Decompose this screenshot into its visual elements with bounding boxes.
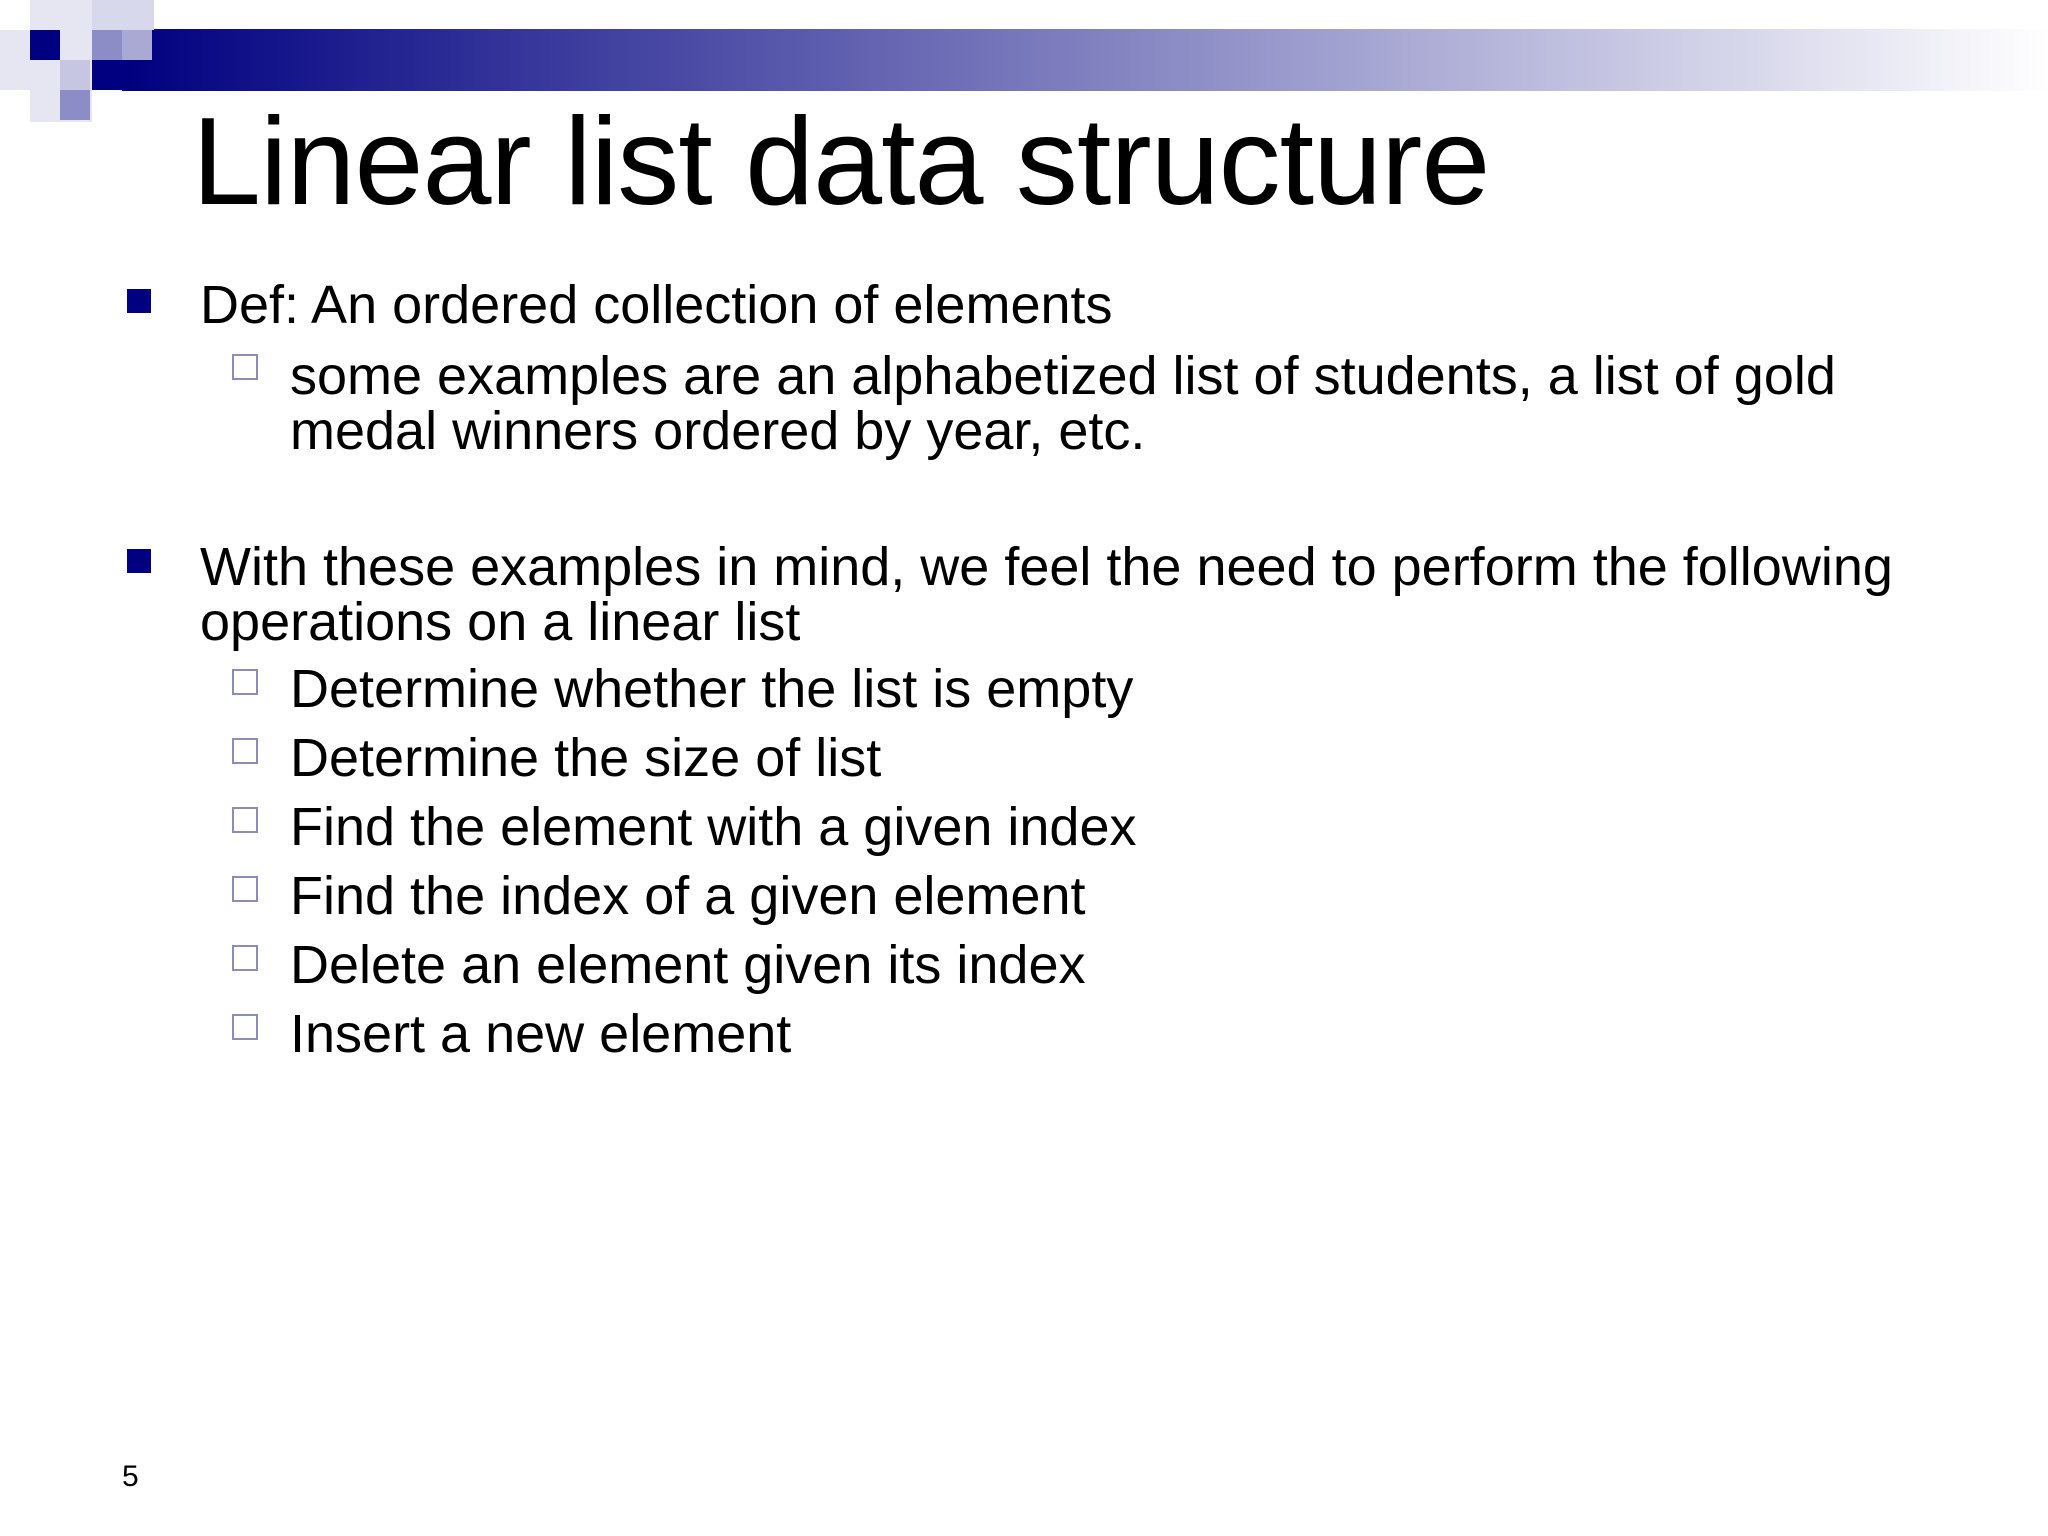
slide-title: Linear list data structure	[192, 93, 1490, 231]
hollow-square-bullet-icon	[232, 354, 258, 380]
sub-bullet-text: Find the index of a given element	[290, 866, 1086, 926]
bullet-text: Def: An ordered collection of elements	[200, 275, 1113, 335]
hollow-square-bullet-icon	[232, 669, 258, 695]
filled-square-bullet-icon	[127, 289, 151, 313]
sub-bullet-text: Insert a new element	[290, 1004, 792, 1064]
sub-bullet-text: Delete an element given its index	[290, 935, 1086, 995]
hollow-square-bullet-icon	[232, 945, 258, 971]
filled-square-bullet-icon	[127, 549, 151, 573]
sub-bullet-text: Determine the size of list	[290, 728, 882, 788]
sub-bullet-text: some examples are an alphabetized list of students, a list of gold medal winners ordered by year, etc.	[290, 346, 1836, 461]
sub-bullet-text: Determine whether the list is empty	[290, 659, 1134, 719]
page-number: 5	[122, 1460, 139, 1493]
bullet-text: With these examples in mind, we feel the need to perform the following operations on a linear list	[200, 537, 1893, 652]
hollow-square-bullet-icon	[232, 807, 258, 833]
sub-bullet-text: Find the element with a given index	[290, 797, 1137, 857]
hollow-square-bullet-icon	[232, 1014, 258, 1040]
hollow-square-bullet-icon	[232, 738, 258, 764]
hollow-square-bullet-icon	[232, 876, 258, 902]
